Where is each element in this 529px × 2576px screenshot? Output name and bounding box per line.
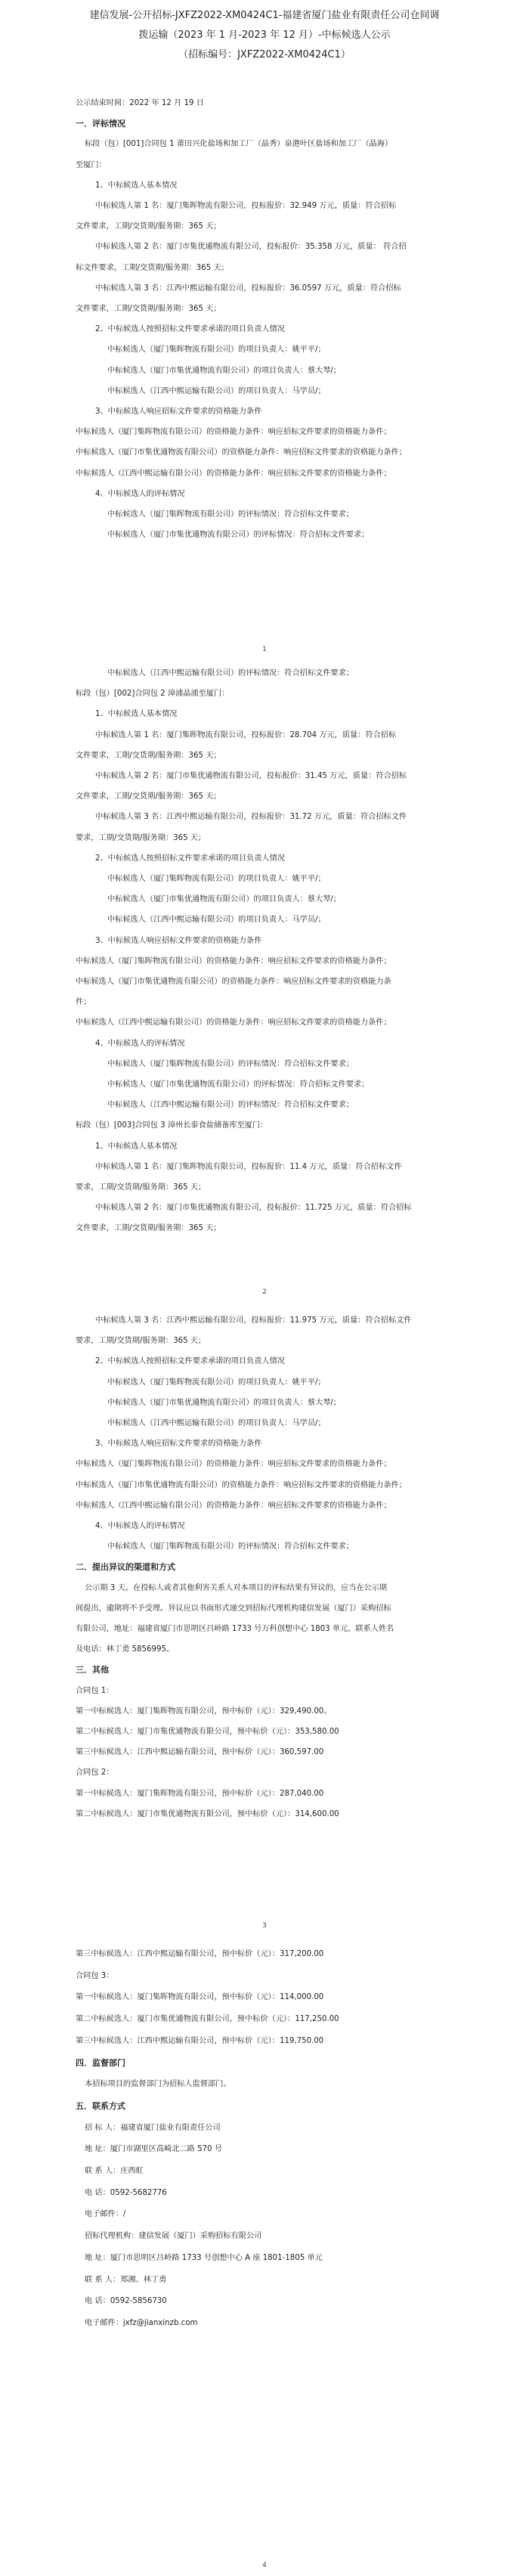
- page-number: 4: [262, 2562, 267, 2569]
- text-line: 联 系 人：郑湘、林丁勇: [85, 2275, 167, 2284]
- text-line: 合同包 2：: [76, 1768, 114, 1778]
- text-line: 中标候选人第 2 名：厦门市集优通物流有限公司，投标报价：11.725 万元，质量：符合招标: [95, 1204, 412, 1213]
- text-line: 中标候选人（江西中熙运输有限公司）的评标情况：符合招标文件要求；: [107, 669, 354, 677]
- section-heading: 三．其他: [76, 1665, 109, 1675]
- text-line: 中标候选人（江西中熙运输有限公司）的资格能力条件：响应招标文件要求的资格能力条件；: [76, 1018, 391, 1028]
- text-line: 地 址：厦门市思明区吕岭路 1733 号创想中心 A 座 1801-1805 单元: [85, 2253, 323, 2262]
- text-line: 标文件要求，工期/交货期/服务期：365 天；: [76, 263, 229, 272]
- page-number: 2: [262, 1288, 267, 1296]
- text-line: 地 址：厦门市湖里区高崎北二路 570 号: [85, 2145, 222, 2154]
- text-line: 第三中标候选人：江西中熙运输有限公司，预中标价（元）：119,750.00: [76, 2036, 324, 2045]
- text-line: 第三中标候选人：江西中熙运输有限公司，预中标价（元）：317,200.00: [76, 1950, 324, 1958]
- text-line: 间提出，逾期将不予受理。异议应以书面形式递交到招标代理机构建信发展（厦门）采购招标: [76, 1604, 391, 1613]
- text-line: 合同包 1：: [76, 1686, 114, 1695]
- text-line: 第一中标候选人：厦门集晖物流有限公司，预中标价（元）：287,040.00: [76, 1789, 324, 1798]
- text-line: 第二中标候选人：厦门市集优通物流有限公司，预中标价（元）：314,600.00: [76, 1809, 339, 1818]
- text-line: 中标候选人（江西中熙运输有限公司）的项目负责人：马学员/；: [107, 916, 326, 925]
- text-line: 4、中标候选人的评标情况: [95, 1039, 185, 1048]
- text-line: 中标候选人（厦门集晖物流有限公司）的项目负责人：姚平平/；: [107, 1378, 326, 1387]
- text-line: 中标候选人（厦门集晖物流有限公司）的资格能力条件：响应招标文件要求的资格能力条件；: [76, 956, 391, 966]
- text-line: 2、中标候选人按照招标文件要求承诺的项目负责人情况: [95, 1357, 285, 1366]
- text-line: 中标候选人（江西中熙运输有限公司）的资格能力条件：响应招标文件要求的资格能力条件；: [76, 1501, 391, 1510]
- text-line: 第一中标候选人：厦门集晖物流有限公司，预中标价（元）：114,000.00: [76, 1993, 324, 2002]
- text-line: 中标候选人第 1 名：厦门集晖物流有限公司，投标报价：28.704 万元，质量：符合招标: [95, 730, 397, 739]
- text-line: 中标候选人（厦门集晖物流有限公司）的评标情况：符合招标文件要求；: [107, 510, 354, 519]
- text-line: 中标候选人（厦门集晖物流有限公司）的项目负责人：姚平平/；: [107, 346, 326, 355]
- text-line: 第二中标候选人：厦门市集优通物流有限公司，预中标价（元）：117,250.00: [76, 2015, 339, 2024]
- text-line: 中标候选人第 1 名：厦门集晖物流有限公司，投标报价：11.4 万元，质量：符合招标文件: [95, 1162, 402, 1171]
- text-line: 1、中标候选人基本情况: [95, 181, 178, 190]
- text-line: 联 系 人：庄西虹: [85, 2167, 144, 2175]
- text-line: 中标候选人（江西中熙运输有限公司）的项目负责人：马学员/；: [107, 386, 326, 395]
- text-line: 合同包 3：: [76, 1971, 114, 1980]
- text-line: 中标候选人（厦门集晖物流有限公司）的评标情况：符合招标文件要求；: [107, 1059, 354, 1068]
- text-line: 1、中标候选人基本情况: [95, 1142, 178, 1151]
- text-line: 电子邮件：/: [85, 2210, 126, 2219]
- text-line: 中标候选人（江西中熙运输有限公司）的评标情况：符合招标文件要求；: [107, 1101, 354, 1110]
- text-line: 中标候选人（厦门集晖物流有限公司）的资格能力条件：响应招标文件要求的资格能力条件；: [76, 428, 391, 437]
- text-line: 中标候选人（厦门市集优通物流有限公司）的项目负责人：蔡大琴/；: [107, 895, 342, 904]
- text-line: 第一中标候选人：厦门集晖物流有限公司，预中标价（元）：329,490.00。: [76, 1706, 332, 1716]
- text-line: 标段（包）[003]合同包 3 漳州长泰食盐储备库至厦门：: [76, 1121, 268, 1130]
- text-line: 要求，工期/交货期/服务期：365 天；: [76, 1183, 206, 1192]
- doc-title-line-2: 拨运输（2023 年 1 月-2023 年 12 月）-中标候选人公示: [138, 29, 391, 41]
- text-line: 文件要求，工期/交货期/服务期：365 天；: [76, 222, 221, 231]
- text-line: 文件要求，工期/交货期/服务期：365 天；: [76, 305, 221, 313]
- text-line: 电子邮件：jxfz@jianxinzb.com: [85, 2318, 198, 2327]
- text-line: 中标候选人第 3 名：江西中熙运输有限公司，投标报价：11.975 万元，质量：符合招标文件: [95, 1316, 412, 1325]
- text-line: 中标候选人（江西中熙运输有限公司）的项目负责人：马学员/；: [107, 1419, 326, 1427]
- section-heading: 五．联系方式: [76, 2100, 125, 2111]
- text-line: 中标候选人（厦门市集优通物流有限公司）的项目负责人：蔡大琴/；: [107, 1398, 342, 1407]
- text-line: 中标候选人（厦门集晖物流有限公司）的评标情况：符合招标文件要求；: [107, 1542, 354, 1551]
- text-line: 中标候选人第 3 名：江西中熙运输有限公司，投标报价：31.72 万元，质量：符合招标文件: [95, 813, 407, 822]
- text-line: 标段（包）[001]合同包 1 莆田兴化盐场和加工厂（晶秀）泉港叶区盐场和加工厂（晶海）: [85, 140, 393, 149]
- text-line: 中标候选人（江西中熙运输有限公司）的资格能力条件：响应招标文件要求的资格能力条件；: [76, 469, 391, 478]
- text-line: 中标候选人第 2 名：厦门市集优通物流有限公司，投标报价：35.358 万元，质量： 符合招: [95, 243, 407, 252]
- text-line: 有限公司，地址：福建省厦门市思明区吕岭路 1733 号万科创想中心 1803 单元，联系人姓名: [76, 1625, 394, 1633]
- text-line: 文件要求，工期/交货期/服务期：365 天；: [76, 1224, 221, 1233]
- text-line: 本招标项目的监督部门为招标人监督部门。: [85, 2080, 231, 2089]
- text-line: 第三中标候选人：江西中熙运输有限公司，预中标价（元）：360,597.00: [76, 1748, 324, 1757]
- text-line: 中标候选人（厦门集晖物流有限公司）的项目负责人：姚平平/；: [107, 875, 326, 883]
- section-heading: 四．监督部门: [76, 2057, 125, 2068]
- text-line: 中标候选人第 1 名：厦门集晖物流有限公司，投标报价：32.949 万元，质量：符合招标: [95, 202, 397, 210]
- text-line: 电 话：0592-5856730: [85, 2297, 167, 2306]
- text-line: 件；: [76, 998, 91, 1007]
- text-line: 4、中标候选人的评标情况: [95, 1522, 185, 1530]
- text-line: 要求，工期/交货期/服务期：365 天；: [76, 1337, 206, 1346]
- text-line: 中标候选人（厦门市集优通物流有限公司）的资格能力条件：响应招标文件要求的资格能力条: [76, 978, 391, 986]
- doc-title-line-3: （招标编号：JXFZ2022-XM0424C1）: [178, 49, 351, 60]
- text-line: 2、中标候选人按照招标文件要求承诺的项目负责人情况: [95, 325, 285, 334]
- text-line: 公示期 3 天。在投标人或者其他利害关系人对本项目的评标结果有异议的，应当在公示期: [85, 1583, 388, 1592]
- text-line: 招 标 人：福建省厦门盐业有限责任公司: [85, 2123, 221, 2132]
- page-number: 1: [262, 646, 267, 653]
- text-line: 中标候选人（厦门集晖物流有限公司）的资格能力条件：响应招标文件要求的资格能力条件；: [76, 1460, 391, 1469]
- text-line: 中标候选人（厦门市集优通物流有限公司）的评标情况：符合招标文件要求；: [107, 1080, 370, 1089]
- text-line: 中标候选人第 2 名：厦门市集优通物流有限公司，投标报价：31.45 万元，质量：符合招标: [95, 772, 407, 780]
- text-line: 中标候选人（厦门市集优通物流有限公司）的资格能力条件：响应招标文件要求的资格能力条件；: [76, 448, 407, 457]
- text-line: 2、中标候选人按照招标文件要求承诺的项目负责人情况: [95, 854, 285, 863]
- text-line: 文件要求，工期/交货期/服务期：365 天；: [76, 751, 221, 760]
- text-line: 公示结束时间：2022 年 12 月 19 日: [76, 99, 204, 107]
- text-line: 及电话：林丁勇 5856995。: [76, 1645, 175, 1654]
- page-number: 3: [262, 1922, 267, 1930]
- section-heading: 二．提出异议的渠道和方式: [76, 1562, 175, 1573]
- text-line: 招标代理机构：建信发展（厦门）采购招标有限公司: [85, 2232, 262, 2241]
- text-line: 3、中标候选人响应招标文件要求的资格能力条件: [95, 936, 262, 945]
- text-line: 文件要求，工期/交货期/服务期：365 天；: [76, 792, 221, 801]
- section-heading: 一．评标情况: [76, 119, 125, 129]
- text-line: 要求，工期/交货期/服务期：365 天；: [76, 833, 206, 842]
- text-line: 电 话：0592-5682776: [85, 2188, 167, 2197]
- text-line: 至厦门：: [76, 160, 107, 169]
- text-line: 4、中标候选人的评标情况: [95, 489, 185, 498]
- text-line: 1、中标候选人基本情况: [95, 710, 178, 719]
- text-line: 第二中标候选人：厦门市集优通物流有限公司，预中标价（元）：353,580.00: [76, 1728, 339, 1736]
- doc-title-line-1: 建信发展-公开招标-JXFZ2022-XM0424C1-福建省厦门盐业有限责任公司仓间调: [89, 10, 440, 21]
- text-line: 中标候选人（厦门市集优通物流有限公司）的资格能力条件：响应招标文件要求的资格能力条件；: [76, 1480, 407, 1489]
- text-line: 3、中标候选人响应招标文件要求的资格能力条件: [95, 408, 262, 416]
- text-line: 标段（包）[002]合同包 2 漳浦晶浦至厦门：: [76, 690, 230, 699]
- text-line: 中标候选人（厦门市集优通物流有限公司）的项目负责人：蔡大琴/；: [107, 366, 342, 375]
- text-line: 3、中标候选人响应招标文件要求的资格能力条件: [95, 1440, 262, 1449]
- text-line: 中标候选人第 3 名：江西中熙运输有限公司，投标报价：36.0597 万元，质量：符合招标: [95, 284, 401, 293]
- text-line: 中标候选人（厦门市集优通物流有限公司）的评标情况：符合招标文件要求；: [107, 531, 370, 540]
